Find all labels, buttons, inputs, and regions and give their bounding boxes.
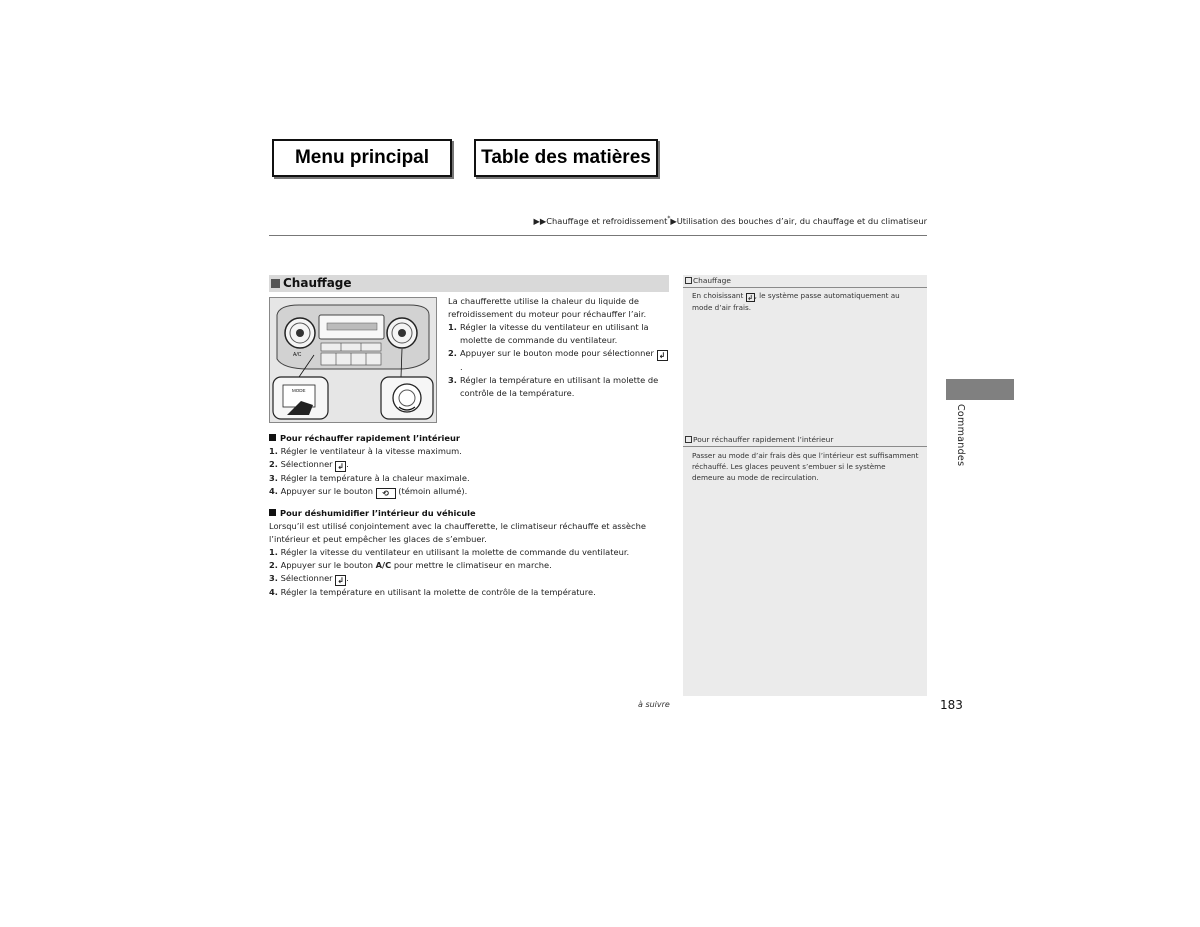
intro-paragraph: La chaufferette utilise la chaleur du liquide de refroidissement du moteur pour réchauffer l’air.	[448, 296, 647, 319]
bullet-square-icon	[269, 509, 276, 516]
dehumidify-heading: Pour déshumidifier l’intérieur du véhicule	[280, 508, 476, 518]
note-rapid-head	[683, 434, 927, 447]
section-tab-label: Commandes	[955, 404, 966, 467]
dehumid-step-1: Régler la vitesse du ventilateur en utilisant la molette de commande du ventilateur.	[280, 547, 630, 557]
main-menu-label: Menu principal	[294, 147, 430, 168]
rapid-step-2: Sélectionner	[280, 459, 333, 469]
breadcrumb-current: Utilisation des bouches d’air, du chauffage et du climatiseur	[676, 215, 927, 226]
note-chauffage-head	[683, 275, 927, 288]
rapid-step-1: Régler le ventilateur à la vitesse maximum.	[280, 446, 462, 456]
dehumid-step-2: Appuyer sur le bouton	[280, 560, 373, 570]
ac-button-ref: A/C	[375, 560, 392, 570]
section-title: Chauffage	[283, 276, 352, 290]
note1-title: Chauffage	[693, 276, 731, 285]
section-square-icon	[271, 279, 280, 288]
breadcrumb-star: *	[667, 215, 671, 222]
breadcrumb-arrows-icon: ▶▶	[533, 215, 547, 226]
dehumid-step-3: Sélectionner	[280, 573, 333, 583]
breadcrumb	[533, 215, 927, 226]
breadcrumb-arrow-icon: ▶	[670, 215, 677, 226]
climate-panel-illustration	[269, 297, 437, 423]
rapid-step-3: Régler la température à la chaleur maximale.	[280, 473, 470, 483]
header-divider	[269, 235, 927, 236]
note2-title: Pour réchauffer rapidement l’intérieur	[693, 435, 834, 444]
toc-label: Table des matières	[481, 147, 651, 168]
section-header	[269, 275, 669, 292]
intro-step-1: Régler la vitesse du ventilateur en utilisant la molette de commande du ventilateur.	[460, 322, 649, 345]
fresh-air-floor-mode-icon: ↲	[747, 294, 754, 302]
main-menu-button[interactable]	[272, 139, 452, 177]
section-tab[interactable]	[946, 379, 1014, 400]
note-chauffage-text: En choisissant ↲ , le système passe automatiquement au mode d’air frais.	[692, 291, 900, 312]
intro-step-2: Appuyer sur le bouton mode pour sélectionner	[460, 348, 654, 358]
bullet-square-icon	[269, 434, 276, 441]
table-of-contents-button[interactable]	[474, 139, 658, 177]
dehumidify-block: Pour déshumidifier l’intérieur du véhicule Lorsqu’il est utilisé conjointement avec la chaufferette, le climatiseur réchauffe et assèche l’intérieur et peut empêcher les glaces de s’embuer. 1. Régler la vitesse du ventilateur en utilisant la molette de commande du ventilateur. 2. Appuyer sur le bouton A/C pour mettre le climatiseur en marche. 3. Sélectionner ↲ . 4. Régler la température en utilisant la molette de contrôle de la température.	[269, 507, 669, 599]
note-icon	[685, 277, 692, 284]
fresh-air-floor-mode-icon: ↲	[657, 350, 668, 361]
fresh-air-floor-mode-icon: ↲	[335, 461, 346, 472]
continued-label: à suivre	[638, 700, 670, 709]
notes-sidebar	[683, 275, 927, 696]
rapid-heat-block: Pour réchauffer rapidement l’intérieur 1. Régler le ventilateur à la vitesse maximum. 2. Sélectionner ↲ . 3. Régler la température à la chaleur maximale. 4. Appuyer sur le bouton ⟲ (témoin allumé).	[269, 433, 470, 498]
dehumidify-intro: Lorsqu’il est utilisé conjointement avec la chaufferette, le climatiseur réchauffe et assèche l’intérieur et peut empêcher les glaces de s’embuer.	[269, 521, 646, 544]
intro-step-3: Régler la température en utilisant la molette de contrôle de la température.	[460, 375, 659, 398]
note-icon	[685, 436, 692, 443]
fresh-air-floor-mode-icon: ↲	[335, 575, 346, 586]
dehumid-step-4: Régler la température en utilisant la molette de contrôle de la température.	[280, 587, 596, 597]
dehumid-step-2-suffix: pour mettre le climatiseur en marche.	[393, 560, 552, 570]
note-rapid-text: Passer au mode d’air frais dès que l’intérieur est suffisamment réchauffé. Les glaces peuvent s’embuer si le système demeure au mode de recirculation.	[692, 451, 919, 482]
ac-button-label: A/C	[293, 352, 302, 358]
breadcrumb-link-heating-cooling[interactable]: Chauffage et refroidissement	[546, 215, 668, 226]
rapid-heat-heading: Pour réchauffer rapidement l’intérieur	[280, 433, 461, 443]
mode-label: MODE	[292, 388, 306, 393]
intro-block: La chaufferette utilise la chaleur du liquide de refroidissement du moteur pour réchauffer l’air. 1. Régler la vitesse du ventilateur en utilisant la molette de commande du ventilateur. 2. Appuyer sur le bouton mode pour sélectionner ↲. 3. Régler la température en utilisant la molette de contrôle de la température.	[448, 295, 670, 400]
rapid-step-4: Appuyer sur le bouton	[280, 486, 373, 496]
rapid-step-4-suffix: (témoin allumé).	[398, 486, 468, 496]
page-number: 183	[940, 698, 963, 712]
recirculation-icon: ⟲	[376, 488, 396, 499]
